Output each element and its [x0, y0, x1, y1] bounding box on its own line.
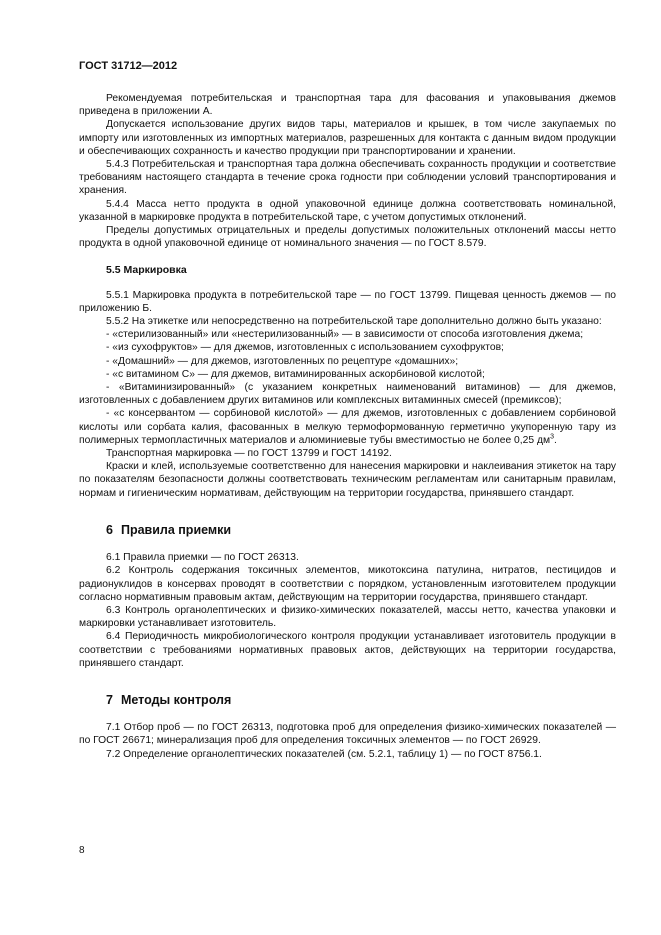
page-number: 8 [79, 845, 85, 856]
paragraph: Рекомендуемая потребительская и транспортная тара для фасования и упаковывания джемов приведена в приложении А. [79, 93, 616, 118]
paragraph-6-1: 6.1 Правила приемки — по ГОСТ 26313. [106, 552, 299, 564]
list-item: - «Витаминизированный» (с указанием конкретных наименований витаминов) — для джемов, изготовленных с добавлением других витаминов или комплексных витаминных смесей (премиксов); [79, 382, 616, 407]
paragraph-5-4-3: 5.4.3 Потребительская и транспортная тара должна обеспечивать сохранность продукции и соответствие требованиям настоящего стандарта в течение срока годности при соблюдении условий транспортирования и хранения. [79, 159, 616, 197]
section-heading-7 [106, 694, 616, 707]
paragraph: Пределы допустимых отрицательных и пределы допустимых положительных отклонений массы нетто продукта в одной упаковочной единице от номинального значения — по ГОСТ 8.579. [79, 225, 616, 250]
paragraph-5-5-2: 5.5.2 На этикетке или непосредственно на потребительской таре дополнительно должно быть указано: [106, 316, 602, 328]
paragraph-5-4-4: 5.4.4 Масса нетто продукта в одной упаковочной единице должна соответствовать номинальной, указанной в маркировке продукта в потребительской таре, с учетом допустимых отклонений. [79, 198, 616, 223]
paragraph: Допускается использование других видов тары, материалов и крышек, в том числе закупаемых по импорту или изготовленных из импортных материалов, разрешенных для контакта с данным видом продукции и обеспечивающих сохранность и качество продукции при транспортировании и хранении. [79, 119, 616, 157]
paragraph-paints: Краски и клей, используемые соответственно для нанесения маркировки и наклеивания этикеток на тару по показателям безопасности должны соответствовать техническим регламентам или санитарным правилам, нормам и гигиеническим нормативам, действующим на территории государства, принявшего стандарт. [79, 461, 616, 499]
list-item: - «Домашний» — для джемов, изготовленных по рецептуре «домашних»; [106, 355, 459, 367]
paragraph-7-1: 7.1 Отбор проб — по ГОСТ 26313, подготовка проб для определения физико-химических показателей — по ГОСТ 26671; минерализация проб для определения токсичных элементов — по ГОСТ 26929. [79, 722, 616, 747]
list-item-end: . [553, 434, 557, 446]
paragraph-7-2: 7.2 Определение органолептических показателей (см. 5.2.1, таблицу 1) — по ГОСТ 8756.1. [106, 748, 542, 760]
document-body [79, 92, 616, 761]
section-number: 6 [106, 522, 113, 537]
list-item: - «из сухофруктов» — для джемов, изготовленных с использованием сухофруктов; [106, 342, 504, 354]
paragraph-5-5-1: 5.5.1 Маркировка продукта в потребительской таре — по ГОСТ 13799. Пищевая ценность джемов — по приложению Б. [79, 289, 616, 314]
section-title: Правила приемки [120, 522, 232, 537]
unit-superscript: 3 [550, 433, 554, 441]
section-number: 7 [106, 692, 113, 707]
section-heading-6 [106, 524, 616, 537]
paragraph-6-2: 6.2 Контроль содержания токсичных элементов, микотоксина патулина, нитратов, пестицидов и радионуклидов в консервах проводят в соответствии с порядком, установленным изготовителем продукции согласно нормативным правовым актам, действующим на территории государства, принявшего стандарт. [79, 565, 616, 603]
list-item-text: - «с консервантом — сорбиновой кислотой» — для джемов, изготовленных с добавлением сорбиновой кислоты или сорбата калия, фасованных в мелкую термоформованную герметично укупоренную тару из полимерных термопластичных материалов и алюминиевые тубы вместимостью не более 0,25 дм [79, 408, 616, 446]
section-title: Методы контроля [120, 692, 232, 707]
paragraph-transport-marking: Транспортная маркировка — по ГОСТ 13799 и ГОСТ 14192. [106, 448, 392, 460]
subsection-heading-5-5: 5.5 Маркировка [106, 264, 187, 277]
document-header: ГОСТ 31712—2012 [79, 60, 178, 72]
list-item: - «с витамином С» — для джемов, витаминированных аскорбиновой кислотой; [106, 368, 485, 380]
list-item: - «стерилизованный» или «нестерилизованный» — в зависимости от способа изготовления джема; [106, 329, 584, 341]
list-item [79, 407, 616, 447]
paragraph-6-4: 6.4 Периодичность микробиологического контроля продукции устанавливает изготовитель продукции в соответствии с требованиями нормативных правовых актов, действующих на территории государства, принявшего стандарт. [79, 631, 616, 669]
paragraph-6-3: 6.3 Контроль органолептических и физико-химических показателей, массы нетто, качества упаковки и маркировки устанавливает изготовитель. [79, 604, 616, 630]
